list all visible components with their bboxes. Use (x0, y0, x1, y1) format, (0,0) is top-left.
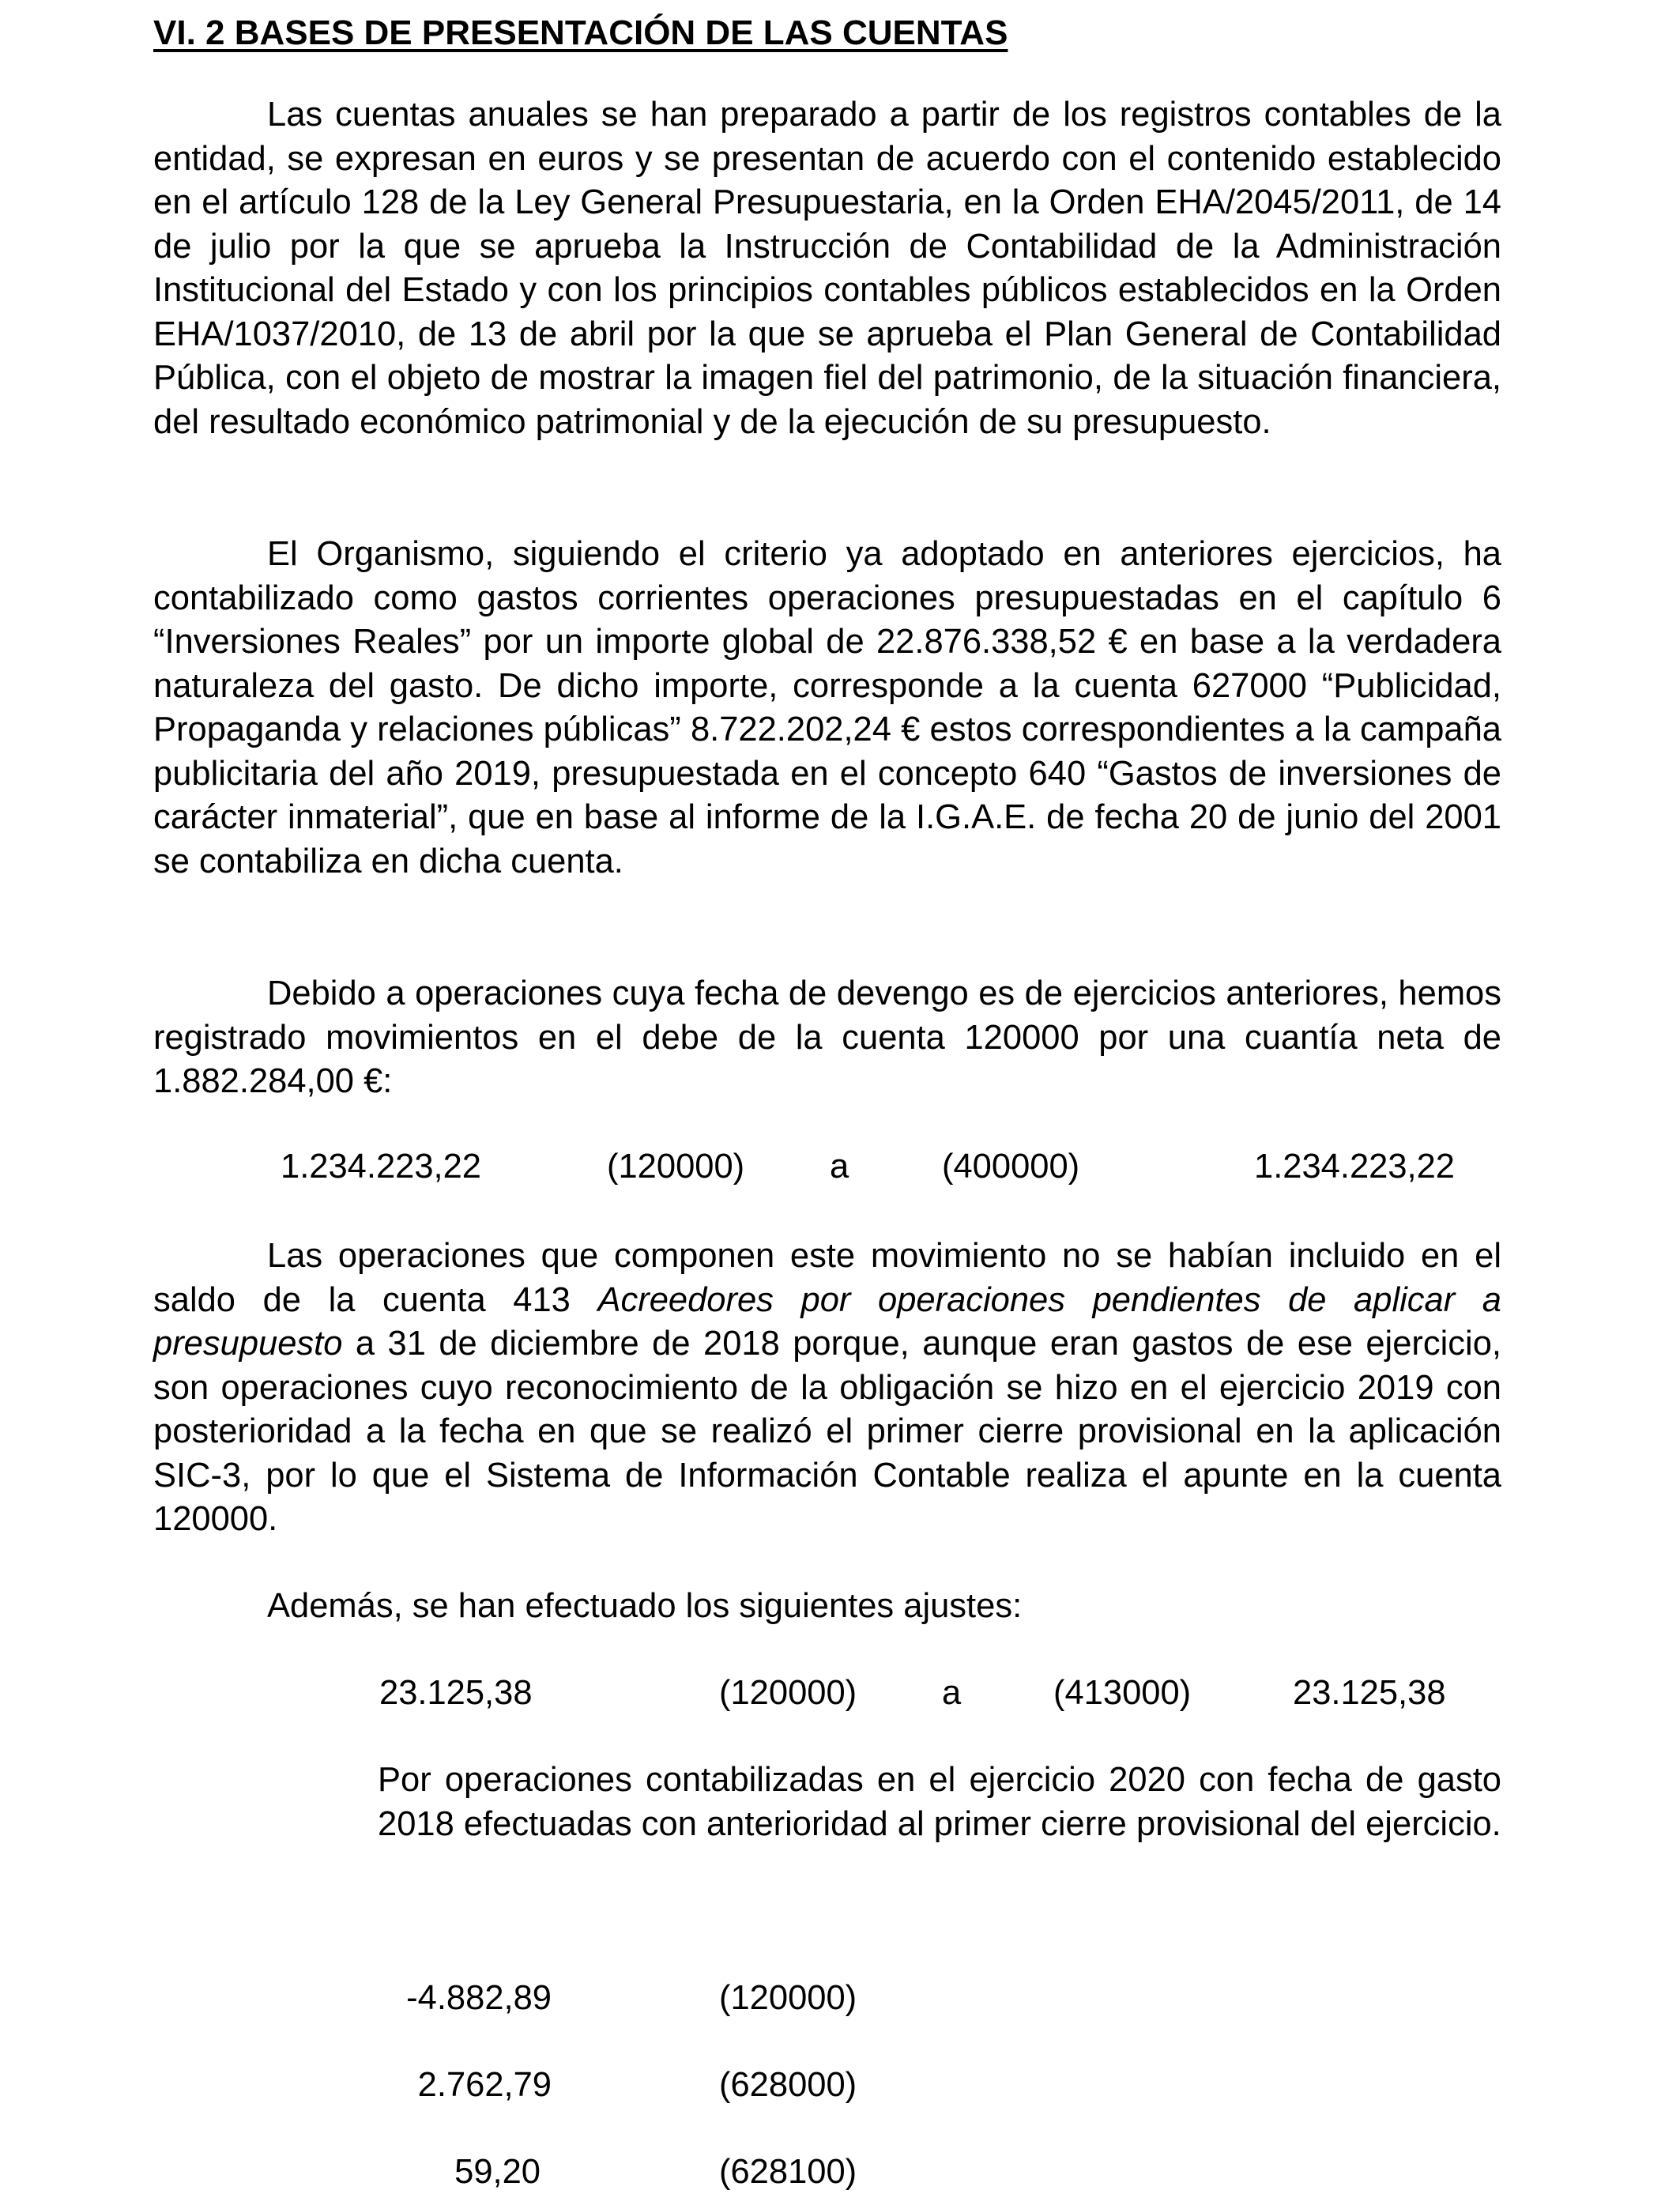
entry1-debit-amount: 1.234.223,22 (281, 1148, 481, 1186)
p4-text-after: a 31 de diciembre de 2018 porque, aunque eran gastos de ese ejercicio, son operaciones cuyo reconocimiento de la obligación se hizo en el ejercicio 2019 con posterioridad a la fecha en que se realizó el primer cierre provisional en la aplicación SIC-3, por lo que el Sistema de Información Contable realiza el apunte en la cuenta 120000. (153, 1325, 1501, 1538)
list-entry-amount: 59,20 (454, 2153, 541, 2191)
list-entry-account: (628000) (719, 2066, 857, 2104)
paragraph-ajustes-intro: Además, se han efectuado los siguientes ajustes: (267, 1587, 1023, 1625)
section-heading: VI. 2 BASES DE PRESENTACIÓN DE LAS CUENTAS (153, 13, 1008, 52)
entry2-credit-account: (413000) (1053, 1674, 1192, 1712)
list-entry (0, 1976, 1680, 2020)
paragraph-operaciones-2020: Por operaciones contabilizadas en el ejercicio 2020 con fecha de gasto 2018 efectuadas con anterioridad al primer cierre provisional del ejercicio. (378, 1761, 1501, 1843)
entry1-debit-account: (120000) (607, 1148, 745, 1186)
list-entry-account: (120000) (719, 1979, 857, 2017)
paragraph-cuentas-anuales: Las cuentas anuales se han preparado a partir de los registros contables de la entidad, se expresan en euros y se presentan de acuerdo con el contenido establecido en el artículo 128 de la Ley General Presupuestaria, en la Orden EHA/2045/2011, de 14 de julio por la que se aprueba la Instrucción de Contabilidad de la Administración Institucional del Estado y con los principios contables públicos establecidos en la Orden EHA/1037/2010, de 13 de abril por la que se aprueba el Plan General de Contabilidad Pública, con el objeto de mostrar la imagen fiel del patrimonio, de la situación financiera, del resultado económico patrimonial y de la ejecución de su presupuesto. (153, 96, 1501, 441)
p4-text-before: Las operaciones que componen este movimiento no se habían incluido en el saldo de la cuenta 413 (153, 1237, 1501, 1319)
entry2-connector: a (942, 1674, 962, 1712)
entry1-credit-account: (400000) (942, 1148, 1080, 1186)
list-entry (0, 2063, 1680, 2107)
entry1-credit-amount: 1.234.223,22 (1254, 1148, 1455, 1186)
entry2-credit-amount: 23.125,38 (1293, 1674, 1446, 1712)
entry1-connector: a (830, 1148, 849, 1186)
paragraph-organismo-criterio: El Organismo, siguiendo el criterio ya adoptado en anteriores ejercicios, ha contabilizado como gastos corrientes operaciones presupuestadas en el capítulo 6 “Inversiones Reales” por un importe global de 22.876.338,52 € en base a la verdadera naturaleza del gasto. De dicho importe, corresponde a la cuenta 627000 “Publicidad, Propaganda y relaciones públicas” 8.722.202,24 € estos correspondientes a la campaña publicitaria del año 2019, presupuestada en el concepto 640 “Gastos de inversiones de carácter inmaterial”, que en base al informe de la I.G.A.E. de fecha 20 de junio del 2001 se contabiliza en dicha cuenta. (153, 535, 1501, 880)
entry2-debit-amount: 23.125,38 (379, 1674, 533, 1712)
list-entry-amount: 2.762,79 (417, 2066, 552, 2104)
list-entry-account: (628100) (719, 2153, 857, 2191)
paragraph-operaciones-devengo: Debido a operaciones cuya fecha de devengo es de ejercicios anteriores, hemos registrado movimientos en el debe de la cuenta 120000 por una cuantía neta de 1.882.284,00 €: (153, 974, 1501, 1100)
account-413-name: Acreedores por operaciones pendientes de aplicar a presupuesto (153, 1280, 1501, 1363)
journal-entry-2 (0, 1671, 1680, 1715)
entry2-debit-account: (120000) (719, 1674, 857, 1712)
list-entry (0, 2150, 1680, 2194)
paragraph-movimiento-detalle (153, 1235, 1501, 1542)
journal-entry-1 (0, 1144, 1680, 1189)
list-entry-amount: -4.882,89 (406, 1979, 552, 2017)
